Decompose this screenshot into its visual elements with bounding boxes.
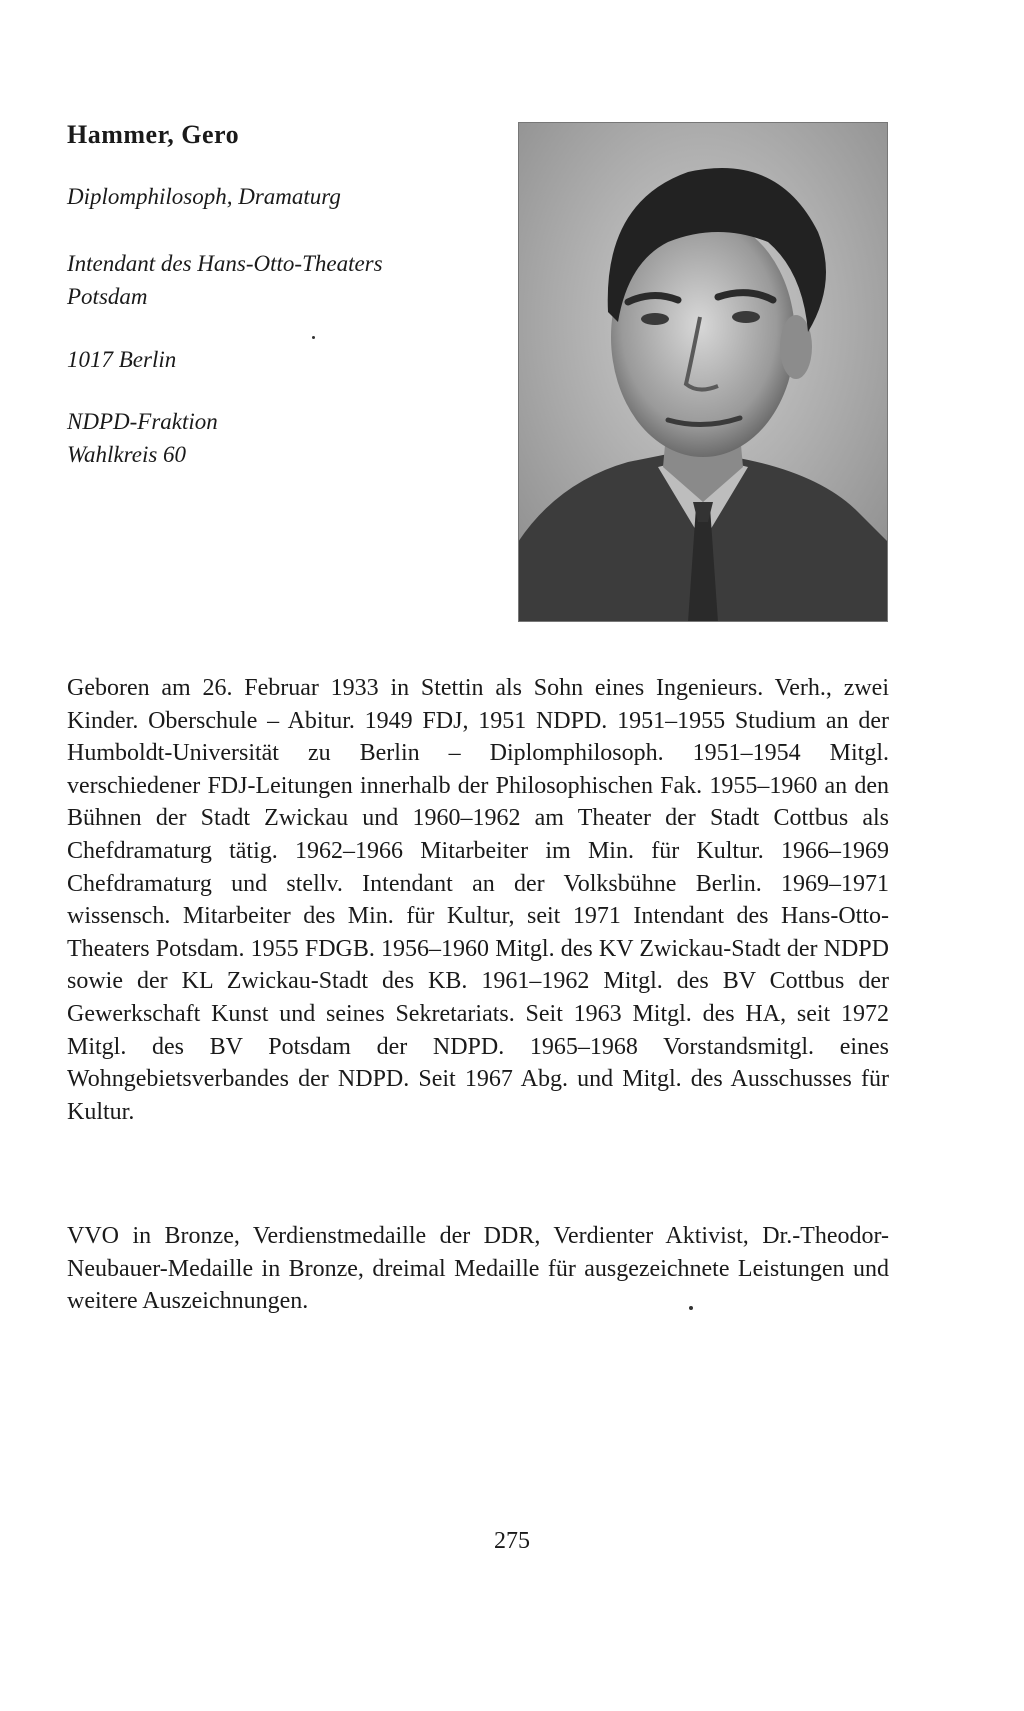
page-number: 275: [494, 1528, 530, 1554]
portrait-photo: [518, 122, 888, 622]
biography-text: Geboren am 26. Februar 1933 in Stettin als Sohn eines Ingenieurs. Verh., zwei Kinder. Oberschule – Abitur. 1949 FDJ, 1951 NDPD. 1951–1955 Studium an der Humboldt-Universität zu Berlin – Diplomphilosoph. 1951–1954 Mitgl. verschiedener FDJ-Leitungen innerhalb der Philosophischen Fak. 1955–1960 an den Bühnen der Stadt Zwickau und 1960–1962 am Theater der Stadt Cottbus als Chefdramaturg tätig. 1962–1966 Mitarbeiter im Min. für Kultur. 1966–1969 Chefdramaturg und stellv. Intendant an der Volksbühne Berlin. 1969–1971 wissensch. Mitarbeiter des Min. für Kultur, seit 1971 Intendant des Hans-Otto-Theaters Potsdam. 1955 FDGB. 1956–1960 Mitgl. des KV Zwickau-Stadt der NDPD sowie der KL Zwickau-Stadt des KB. 1961–1962 Mitgl. des BV Cottbus der Gewerkschaft Kunst und seines Sekretariats. Seit 1963 Mitgl. des HA, seit 1972 Mitgl. des BV Potsdam der NDPD. 1965–1968 Vorstandsmitgl. eines Wohngebietsverbandes der NDPD. Seit 1967 Abg. und Mitgl. des Ausschusses für Kultur.: [67, 675, 889, 1125]
entry-profession: Diplomphilosoph, Dramaturg: [67, 184, 341, 209]
print-speck: [312, 336, 315, 339]
entry-faction-block: [67, 405, 487, 471]
entry-location: 1017 Berlin: [67, 347, 177, 372]
entry-position-line2: Potsdam: [67, 284, 148, 309]
entry-faction: NDPD-Fraktion: [67, 409, 218, 434]
portrait-photo-icon: [518, 122, 888, 622]
print-speck: [689, 1306, 693, 1310]
entry-name: Hammer, Gero: [67, 120, 240, 149]
awards-text: VVO in Bronze, Verdienstmedaille der DDR, Verdienter Aktivist, Dr.-Theodor-Neubauer-Medaille in Bronze, dreimal Medaille für ausgezeichnete Leistungen und weitere Auszeichnungen.: [67, 1223, 889, 1315]
entry-constituency: Wahlkreis 60: [67, 442, 187, 467]
entry-position: [67, 247, 487, 313]
entry-position-line1: Intendant des Hans-Otto-Theaters: [67, 251, 383, 276]
